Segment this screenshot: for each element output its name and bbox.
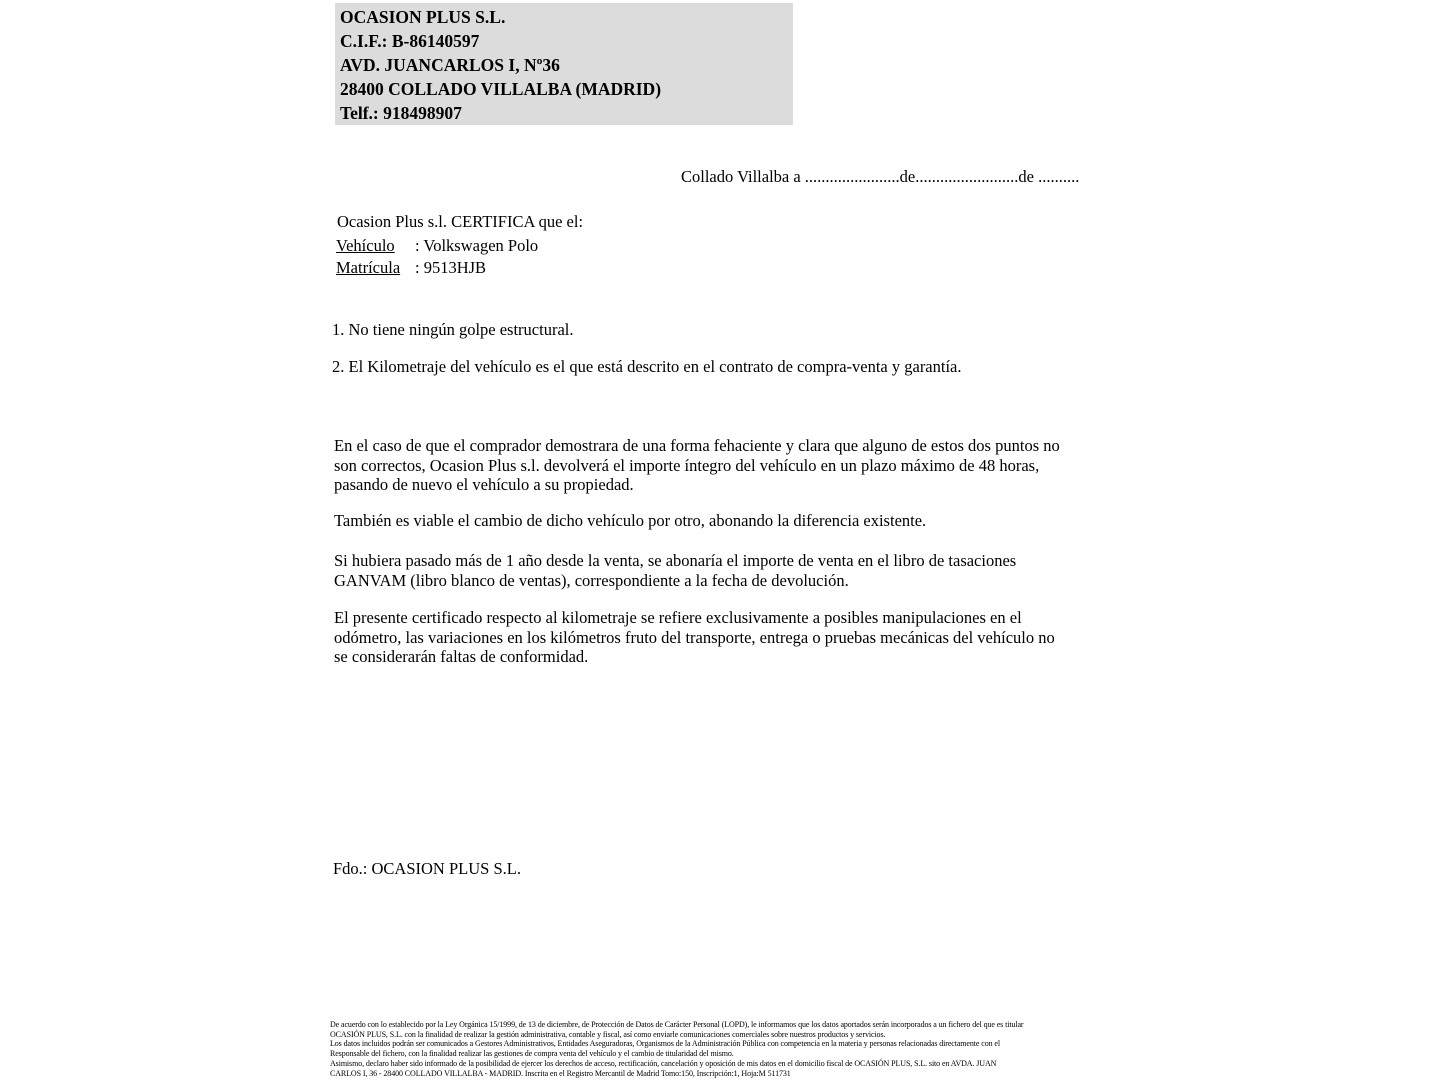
paragraph-refund-line-1: En el caso de que el comprador demostrara de una forma fehaciente y clara que alguno de estos dos puntos no: [334, 436, 1060, 455]
legal-line-1: De acuerdo con lo establecido por la Ley Orgánica 15/1999, de 13 de diciembre, de Protección de Datos de Carácter Personal (LOPD), le informamos que los datos aportados serán incorporados a un fichero del que es titular: [330, 1020, 1024, 1029]
date-line: Collado Villalba a .......................de.........................de ..........: [681, 167, 1080, 186]
legal-line-4: Responsable del fichero, con la finalidad realizar las gestiones de compra venta del vehículo y el cambio de titularidad del mismo.: [330, 1049, 734, 1059]
point-1: 1. No tiene ningún golpe estructural.: [332, 320, 574, 339]
company-cif: C.I.F.: B-86140597: [340, 31, 480, 51]
legal-line-6: CARLOS I, 36 - 28400 COLLADO VILLALBA - MADRID. Inscrita en el Registro Mercantil de Madrid Tomo:150, Inscripción:1, Hoja:M 511731: [330, 1068, 791, 1078]
vehicle-field-row: [336, 236, 538, 256]
legal-fine-print: [330, 1020, 1024, 1078]
company-name: OCASION PLUS S.L.: [340, 7, 506, 27]
certify-intro: Ocasion Plus s.l. CERTIFICA que el:: [337, 212, 584, 231]
paragraph-refund: [334, 436, 1060, 495]
paragraph-odometer: [334, 608, 1055, 667]
plate-label: Matrícula: [336, 258, 401, 277]
paragraph-ganvam-line-2: GANVAM (libro blanco de ventas), correspondiente a la fecha de devolución.: [334, 570, 849, 590]
paragraph-odometer-line-3: se considerarán faltas de conformidad.: [334, 647, 589, 666]
company-phone: Telf.: 918498907: [340, 103, 462, 123]
company-header-box: [335, 3, 793, 125]
company-city: 28400 COLLADO VILLALBA (MADRID): [340, 79, 662, 99]
legal-line-2: OCASIÓN PLUS, S.L. con la finalidad de realizar la gestión administrativa, contable y fiscal, así como enviarle comunicaciones comerciales sobre nuestros productos y servicios.: [330, 1029, 886, 1039]
point-2: 2. El Kilometraje del vehículo es el que está descrito en el contrato de compra-venta y garantía.: [332, 357, 962, 376]
paragraph-odometer-line-2: odómetro, las variaciones en los kilómetros fruto del transporte, entrega o pruebas mecánicas del vehículo no: [334, 627, 1055, 647]
paragraph-refund-line-3: pasando de nuevo el vehículo a su propiedad.: [334, 475, 634, 494]
paragraph-odometer-line-1: El presente certificado respecto al kilometraje se refiere exclusivamente a posibles manipulaciones en el: [334, 608, 1022, 627]
legal-line-5: Asimismo, declaro haber sido informado de la posibilidad de ejercer los derechos de acceso, rectificación, cancelación y oposición de mis datos en el domicilio fiscal de OCASIÓN PLUS, S.L. sito en AVDA. JUAN: [330, 1058, 997, 1068]
paragraph-ganvam: [334, 551, 1016, 590]
paragraph-refund-line-2: son correctos, Ocasion Plus s.l. devolverá el importe íntegro del vehículo en un plazo máximo de 48 horas,: [334, 455, 1040, 475]
vehicle-value: : Volkswagen Polo: [415, 236, 539, 255]
vehicle-label: Vehículo: [336, 236, 395, 255]
plate-value: : 9513HJB: [415, 258, 487, 277]
signature-line: Fdo.: OCASION PLUS S.L.: [333, 859, 521, 878]
vehicle-label-cell: [336, 236, 415, 256]
legal-line-3: Los datos incluidos podrán ser comunicados a Gestores Administrativos, Entidades Aseguradoras, Organismos de la Administración Pública con competencia en la materia y personas relacionadas directamente con el: [330, 1039, 1000, 1049]
plate-field-row: [336, 258, 486, 278]
paragraph-ganvam-line-1: Si hubiera pasado más de 1 año desde la venta, se abonaría el importe de venta en el libro de tasaciones: [334, 551, 1017, 570]
paragraph-exchange: [334, 511, 926, 531]
plate-label-cell: [336, 258, 415, 278]
paragraph-exchange-line-1: También es viable el cambio de dicho vehículo por otro, abonando la diferencia existente.: [334, 511, 927, 530]
company-address: AVD. JUANCARLOS I, Nº36: [340, 55, 560, 75]
